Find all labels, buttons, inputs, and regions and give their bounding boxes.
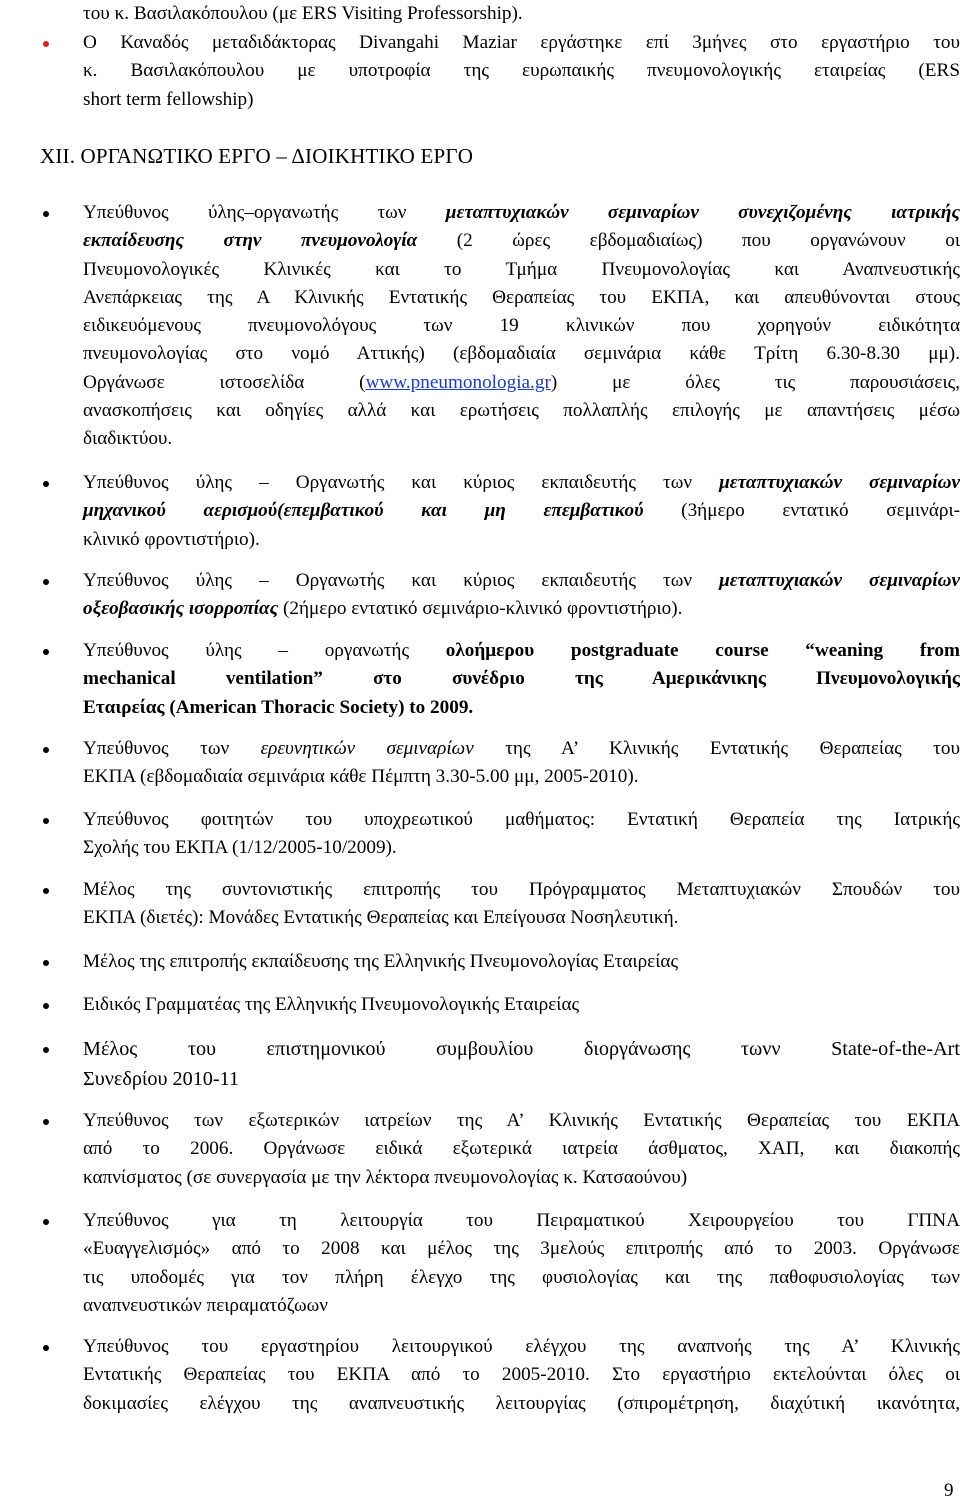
bullet-icon — [43, 818, 49, 824]
list-item: Υπεύθυνος ύλης – οργανωτής ολοήμερου postgraduate course “weaning from mechanical ventilation” στο συνέδριο της Αμερικάνικης Πνευμονολογικής Εταιρείας (American Thoracic Society) to 2009. — [83, 640, 960, 718]
page-number: 9 — [944, 1480, 954, 1501]
bullet-icon — [43, 888, 49, 894]
list-item: Υπεύθυνος ύλης – Οργανωτής και κύριος εκπαιδευτής των μεταπτυχιακών σεμιναρίων οξεοβασικής ισορροπίας (2ήμερο εντατικό σεμινάριο-κλινικό φροντιστήριο). — [83, 570, 960, 620]
list-item: Υπεύθυνος ύλης – Οργανωτής και κύριος εκπαιδευτής των μεταπτυχιακών σεμιναρίων μηχανικού αερισμού(επεμβατικού και μη επεμβατικού (3ήμερο εντατικό σεμινάρι- κλινικό φροντιστήριο). — [83, 472, 960, 550]
list-item: Μέλος της επιτροπής εκπαίδευσης της Ελληνικής Πνευμονολογίας Εταιρείας — [83, 951, 679, 972]
bullet-icon — [43, 1003, 49, 1009]
bullet-icon — [43, 481, 49, 487]
section-heading — [40, 141, 473, 171]
bullet-icon — [43, 1345, 49, 1351]
bullet-icon — [43, 41, 49, 47]
website-link[interactable]: www.pneumonologia.gr — [365, 371, 551, 393]
section-number: XII. — [40, 144, 76, 168]
bullet-icon — [43, 211, 49, 217]
continuation-line: του κ. Βασιλακόπουλου (με ERS Visiting Professorship). — [83, 3, 523, 24]
list-item: Ο Καναδός μεταδιδάκτορας Divangahi Maziar εργάστηκε επί 3μήνες στο εργαστήριο του κ. Βασιλακόπουλου με υποτροφία της ευρωπαικής πνευμονολογικής εταιρείας (ERS short term fellowship) — [83, 32, 960, 110]
bullet-icon — [43, 649, 49, 655]
list-item: Υπεύθυνος των εξωτερικών ιατρείων της Α’ Κλινικής Εντατικής Θεραπείας του ΕΚΠΑ από το 2006. Οργάνωσε ειδικά εξωτερικά ιατρεία άσθματος, ΧΑΠ, και διακοπής καπνίσματος (σε συνεργασία με την λέκτορα πνευμονολογίας κ. Κατσαούνου) — [83, 1110, 960, 1188]
bullet-icon — [43, 960, 49, 966]
list-item: Μέλος της συντονιστικής επιτροπής του Πρόγραμματος Μεταπτυχιακών Σπουδών του ΕΚΠΑ (διετές): Μονάδες Εντατικής Θεραπείας και Επείγουσα Νοσηλευτική. — [83, 879, 960, 929]
bullet-icon — [43, 1219, 49, 1225]
section-title: ΟΡΓΑΝΩΤΙΚΟ ΕΡΓΟ – ΔΙΟΙΚΗΤΙΚΟ ΕΡΓΟ — [80, 144, 474, 168]
bullet-icon — [43, 579, 49, 585]
list-item: Υπεύθυνος φοιτητών του υποχρεωτικού μαθήματος: Εντατική Θεραπεία της Ιατρικής Σχολής του ΕΚΠΑ (1/12/2005-10/2009). — [83, 809, 960, 859]
list-item: Υπεύθυνος των ερευνητικών σεμιναρίων της Α’ Κλινικής Εντατικής Θεραπείας του ΕΚΠΑ (εβδομαδιαία σεμινάρια κάθε Πέμπτη 3.30-5.00 μμ, 2005-2010). — [83, 738, 960, 788]
list-item: Υπεύθυνος του εργαστηρίου λειτουργικού ελέγχου της αναπνοής της Α’ Κλινικής Εντατικής Θεραπείας του ΕΚΠΑ από το 2005-2010. Στο εργαστήριο εκτελούνται όλες οι δοκιμασίες ελέγχου της αναπνευστικής λειτουργίας (σπιρομέτρηση, διαχύτική ικανότητα, — [83, 1336, 960, 1414]
bullet-icon — [43, 1047, 49, 1053]
list-item: Υπεύθυνος ύλης–οργανωτής των μεταπτυχιακών σεμιναρίων συνεχιζομένης ιατρικής εκπαίδευσης στην πνευμονολογία (2 ώρες εβδομαδιαίως) που οργανώνουν οι Πνευμονολογικές Κλινικές και το Τμήμα Πνευμονολογίας και Αναπνευστικής Ανεπάρκειας της Α Κλινικής Εντατικής Θεραπείας του ΕΚΠΑ, και απευθύνονται στους ειδικευόμενους πνευμονολόγους των 19 κλινικών που χορηγούν ειδικότητα πνευμονολογίας στο νομό Αττικής) (εβδομαδιαία σεμινάρια κάθε Τρίτη 6.30-8.30 μμ). Οργάνωσε ιστοσελίδα (www.pneumonologia.gr) με όλες τις παρουσιάσεις, ανασκοπήσεις και οδηγίες αλλά και ερωτήσεις πολλαπλής επιλογής με απαντήσεις μέσω διαδικτύου. — [83, 202, 960, 450]
list-item: Ειδικός Γραμματέας της Ελληνικής Πνευμονολογικής Εταιρείας — [83, 994, 580, 1015]
list-item: Μέλος του επιστημονικού συμβουλίου διοργάνωσης τωνν State-of-the-Art Συνεδρίου 2010-11 — [83, 1038, 960, 1090]
bullet-icon — [43, 1119, 49, 1125]
bullet-icon — [43, 747, 49, 753]
continuation-text — [83, 0, 960, 28]
list-item: Υπεύθυνος για τη λειτουργία του Πειραματικού Χειρουργείου του ΓΠΝΑ «Ευαγγελισμός» από το 2008 και μέλος της 3μελούς επιτροπής από το 2003. Οργάνωσε τις υποδομές για τον πλήρη έλεγχο της φυσιολογίας και της παθοφυσιολογίας των αναπνευστικών πειραματόζωων — [83, 1210, 960, 1316]
